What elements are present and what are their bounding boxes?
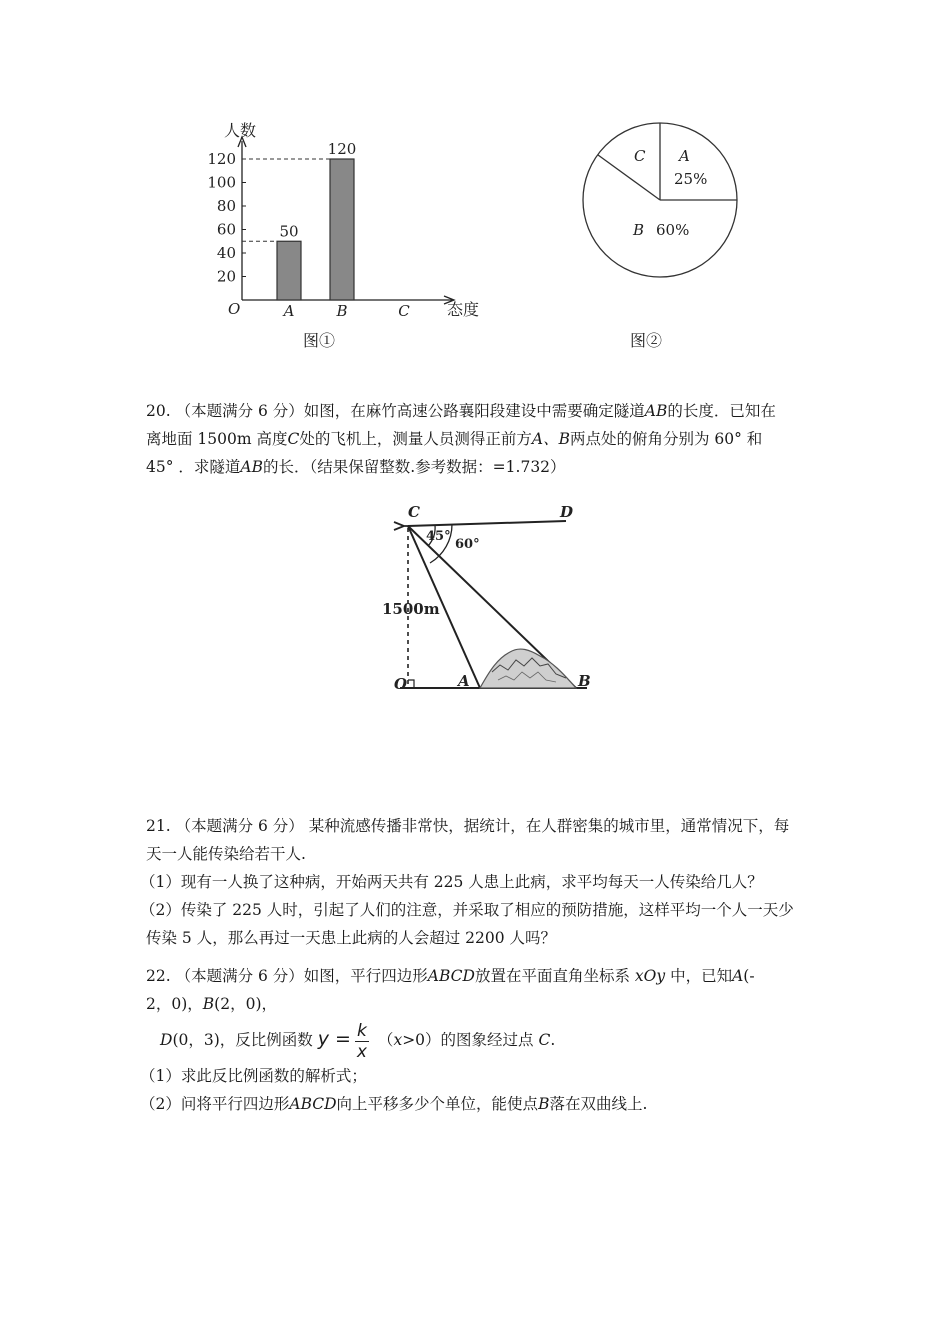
question-21: 21. （本题满分 6 分） 某种流感传播非常快，据统计，在人群密集的城市里，通常情况下，每 天一人能传染给若干人. （1）现有一人换了这种病，开始两天共有 225 人患上此病，求平均每天一人传染给几人？ （2）传染了 225 人时，引起了人们的注意，并采取了相应的预防措施，这样平均一个人一天少 传染 5 人，那么再过一天患上此病的人会超过 2200 人吗？: [140, 817, 794, 947]
question-22: 22. （本题满分 6 分）如图，平行四边形ABCD放置在平面直角坐标系 xOy 中，已知A(- 2，0)，B(2，0)，: [146, 967, 755, 1013]
angle-45-label: 45°: [426, 529, 451, 544]
pie-value-a: 25%: [674, 170, 708, 188]
angle-60-label: 60°: [455, 537, 480, 552]
pie-label-a: A: [679, 147, 690, 165]
pie-label-c: C: [634, 147, 646, 165]
bar-value-label: 120: [327, 140, 357, 158]
y-tick-label: 20: [216, 267, 236, 286]
origin-label: O: [228, 300, 241, 318]
y-axis-label: 人数: [224, 121, 257, 140]
pie-chart: [578, 118, 748, 288]
point-b-label: B: [578, 672, 591, 690]
bar: [330, 159, 354, 300]
tunnel-diagram: [380, 500, 595, 700]
x-tick-label: A: [283, 302, 295, 320]
point-o-label: O: [394, 675, 408, 693]
bar-chart: [200, 115, 510, 325]
question-22-parts: （1）求此反比例函数的解析式； （2）问将平行四边形ABCD向上平移多少个单位，能使点B落在双曲线上.: [140, 1067, 648, 1113]
pie-value-b: 60%: [656, 221, 690, 239]
x-axis-label: 态度: [447, 300, 480, 319]
point-d-label: D: [560, 503, 574, 521]
function-fraction: $\frac{k}{x}$: [356, 1020, 367, 1062]
point-c-label: C: [408, 503, 420, 521]
function-y: y =: [317, 1028, 351, 1050]
y-tick-label: 40: [216, 244, 236, 262]
y-tick-label: 60: [216, 220, 236, 239]
figure2-caption: 图②: [630, 331, 663, 350]
height-label: 1500m: [382, 600, 440, 618]
q22-function-line: D(0，3)，反比例函数 y = $\frac{k}{x}$ （x>0）的图象经过点 C.: [160, 1020, 556, 1062]
x-tick-label: B: [336, 302, 348, 320]
figure1-caption: 图①: [303, 331, 336, 350]
bar-value-label: 50: [279, 222, 299, 241]
y-tick-label: 100: [207, 173, 236, 192]
pie-label-b: B: [633, 221, 645, 239]
question-20: 20. （本题满分 6 分）如图，在麻竹高速公路襄阳段建设中需要确定隧道AB的长度．已知在 离地面 1500m 高度C处的飞机上，测量人员测得正前方A、B两点处的俯角分别为 60° 和 45° ．求隧道AB的长．（结果保留整数.参考数据：=1.732）: [146, 402, 776, 476]
bar: [277, 241, 301, 300]
point-a-label: A: [458, 672, 470, 690]
y-tick-label: 80: [216, 197, 236, 215]
y-tick-label: 120: [207, 150, 236, 168]
x-tick-label: C: [398, 302, 410, 320]
